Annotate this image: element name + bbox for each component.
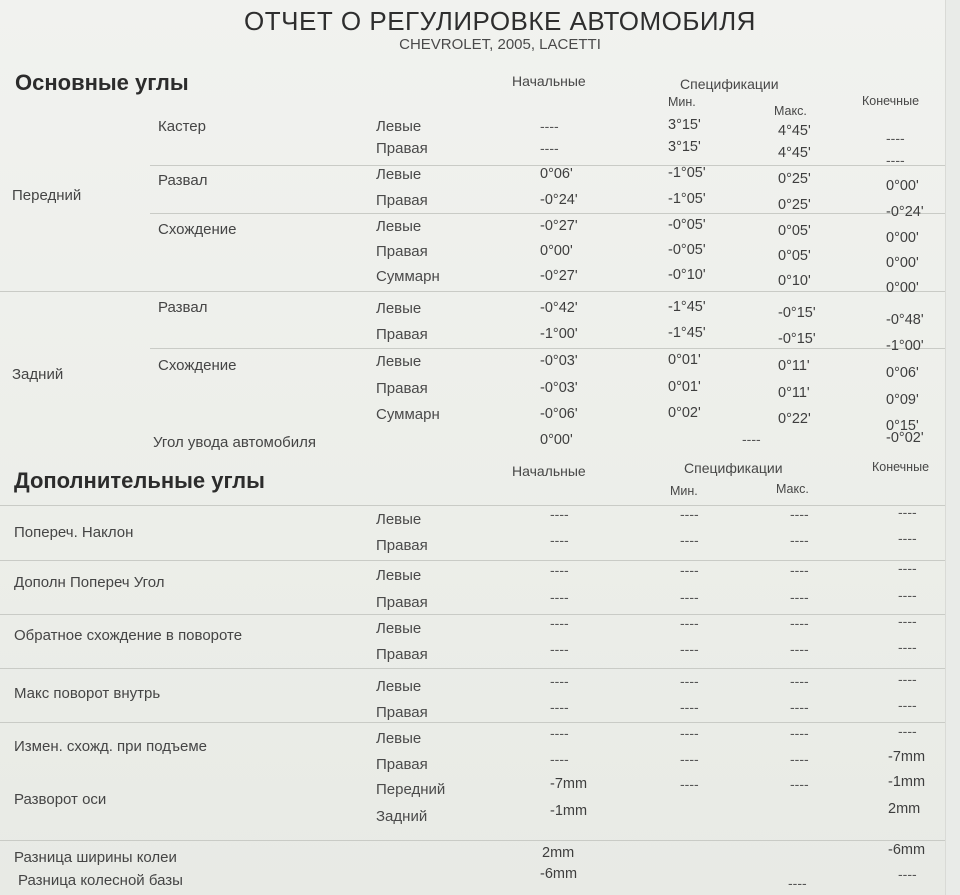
extra-row-max: ---- <box>790 673 809 689</box>
extra-row-side: Правая <box>376 704 428 721</box>
front-camber-label: Развал <box>158 172 208 189</box>
extra-col-initial-header: Начальные <box>512 463 586 479</box>
extra-row-max: ---- <box>790 641 809 657</box>
col-final-header: Конечные <box>862 94 920 108</box>
extra-row-min: ---- <box>680 673 699 689</box>
extra-row-max: ---- <box>790 725 809 741</box>
main-row-initial: -0°06' <box>540 406 578 422</box>
col-max-header: Макс. <box>774 104 807 118</box>
extra-row-final: ---- <box>898 587 917 603</box>
main-row-final: ---- <box>886 130 905 146</box>
extra-col-spec-header: Спецификации <box>684 460 783 476</box>
extra-row-final: ---- <box>898 671 917 687</box>
extra-label-kingpin: Попереч. Наклон <box>14 524 134 541</box>
main-row-max: -0°15' <box>778 305 816 321</box>
extra-row-final: ---- <box>898 530 917 546</box>
main-row-max: 0°22' <box>778 411 811 427</box>
main-row-min: 3°15' <box>668 139 701 155</box>
extra-row-min: ---- <box>680 725 699 741</box>
front-axle-label: Передний <box>12 187 82 204</box>
extra-label-track-width: Разница ширины колеи <box>14 849 177 866</box>
extra-label-included: Дополн Попереч Угол <box>14 574 165 591</box>
main-row-min: 3°15' <box>668 117 701 133</box>
main-row-final: ---- <box>886 152 905 168</box>
main-row-min: -1°45' <box>668 325 706 341</box>
extra-row-final: -7mm <box>888 749 926 765</box>
main-row-max: 4°45' <box>778 123 811 139</box>
main-row-side: Правая <box>376 380 428 397</box>
divider <box>150 348 945 349</box>
main-row-side: Левые <box>376 218 422 235</box>
extra-row-initial: ---- <box>550 751 569 767</box>
main-row-initial: -0°27' <box>540 218 578 234</box>
extra-row-min: ---- <box>680 776 699 792</box>
extra-row-initial: ---- <box>550 699 569 715</box>
rear-axle-label: Задний <box>12 366 64 383</box>
divider <box>0 668 945 669</box>
extra-row-final: ---- <box>898 560 917 576</box>
thrust-spec: ---- <box>742 431 761 447</box>
report-title: ОТЧЕТ О РЕГУЛИРОВКЕ АВТОМОБИЛЯ <box>244 6 756 36</box>
wheelbase-final: ---- <box>898 866 917 882</box>
extra-row-initial: ---- <box>550 673 569 689</box>
main-row-initial: 0°06' <box>540 166 573 182</box>
main-row-max: -0°15' <box>778 331 816 347</box>
extra-row-max: ---- <box>790 699 809 715</box>
main-row-final: 0°15' <box>886 418 919 434</box>
extra-row-max: ---- <box>790 562 809 578</box>
main-row-max: 0°05' <box>778 223 811 239</box>
rear-camber-label: Развал <box>158 299 208 316</box>
extra-row-max: ---- <box>790 589 809 605</box>
main-row-final: -0°48' <box>886 312 924 328</box>
wheelbase-initial: -6mm <box>540 866 578 882</box>
extra-row-max: ---- <box>790 615 809 631</box>
divider <box>0 840 945 841</box>
main-row-side: Правая <box>376 243 428 260</box>
extra-row-final: ---- <box>898 613 917 629</box>
main-row-initial: -0°24' <box>540 192 578 208</box>
extra-col-max-header: Макс. <box>776 482 809 496</box>
main-row-side: Суммарн <box>376 406 440 423</box>
extra-row-side: Правая <box>376 646 428 663</box>
extra-label-max-turn: Макс поворот внутрь <box>14 685 161 702</box>
extra-col-min-header: Мин. <box>670 484 698 498</box>
extra-row-side: Правая <box>376 756 428 773</box>
extra-row-final: 2mm <box>888 801 921 817</box>
main-row-min: 0°01' <box>668 352 701 368</box>
main-row-max: 0°05' <box>778 248 811 264</box>
extra-row-final: ---- <box>898 504 917 520</box>
extra-row-min: ---- <box>680 589 699 605</box>
extra-row-initial: ---- <box>550 589 569 605</box>
extra-row-initial: ---- <box>550 641 569 657</box>
main-row-side: Правая <box>376 140 428 157</box>
main-row-side: Суммарн <box>376 268 440 285</box>
main-row-min: -0°05' <box>668 217 706 233</box>
extra-row-side: Правая <box>376 537 428 554</box>
extra-row-max: ---- <box>790 506 809 522</box>
main-row-max: 0°25' <box>778 171 811 187</box>
main-row-max: 0°25' <box>778 197 811 213</box>
extra-row-min: ---- <box>680 751 699 767</box>
main-row-initial: -0°42' <box>540 300 578 316</box>
extra-row-min: ---- <box>680 506 699 522</box>
extra-label-bump-steer: Измен. схожд. при подъеме <box>14 738 208 755</box>
main-row-final: 0°00' <box>886 255 919 271</box>
extra-row-initial: ---- <box>550 562 569 578</box>
main-row-side: Левые <box>376 300 422 317</box>
main-row-initial: -0°03' <box>540 380 578 396</box>
caster-label: Кастер <box>158 118 206 135</box>
extra-row-min: ---- <box>680 641 699 657</box>
main-row-initial: -0°03' <box>540 353 578 369</box>
extra-angles-title: Дополнительные углы <box>14 468 265 493</box>
vehicle-subtitle: CHEVROLET, 2005, LACETTI <box>399 36 601 53</box>
main-row-min: -1°45' <box>668 299 706 315</box>
main-row-min: -0°05' <box>668 242 706 258</box>
main-row-min: -1°05' <box>668 165 706 181</box>
main-row-side: Правая <box>376 326 428 343</box>
rear-toe-label: Схождение <box>158 357 237 374</box>
extra-row-final: ---- <box>898 697 917 713</box>
extra-row-final: ---- <box>898 639 917 655</box>
main-row-min: 0°01' <box>668 379 701 395</box>
main-row-side: Левые <box>376 118 422 135</box>
extra-row-side: Передний <box>376 781 446 798</box>
extra-row-max: ---- <box>790 532 809 548</box>
main-angles-title: Основные углы <box>15 70 189 95</box>
extra-row-initial: ---- <box>550 506 569 522</box>
main-row-final: -1°00' <box>886 338 924 354</box>
extra-row-side: Левые <box>376 678 422 695</box>
main-row-side: Левые <box>376 353 422 370</box>
main-row-final: 0°00' <box>886 280 919 296</box>
main-row-final: 0°09' <box>886 392 919 408</box>
front-toe-label: Схождение <box>158 221 237 238</box>
extra-row-min: ---- <box>680 699 699 715</box>
thrust-initial: 0°00' <box>540 432 573 448</box>
divider <box>0 560 945 561</box>
extra-row-final: -1mm <box>888 774 926 790</box>
main-row-min: -1°05' <box>668 191 706 207</box>
divider <box>150 213 945 214</box>
main-row-side: Левые <box>376 166 422 183</box>
extra-row-side: Задний <box>376 808 428 825</box>
main-row-side: Правая <box>376 192 428 209</box>
col-min-header: Мин. <box>668 95 696 109</box>
extra-row-final: ---- <box>898 723 917 739</box>
extra-row-side: Правая <box>376 594 428 611</box>
main-row-final: 0°00' <box>886 178 919 194</box>
extra-label-toe-out-turns: Обратное схождение в повороте <box>14 627 243 644</box>
col-initial-header: Начальные <box>512 73 586 89</box>
extra-label-setback: Разворот оси <box>14 791 107 808</box>
col-spec-header: Спецификации <box>680 76 779 92</box>
extra-row-initial: ---- <box>550 615 569 631</box>
extra-row-initial: -7mm <box>550 776 588 792</box>
main-row-final: -0°24' <box>886 204 924 220</box>
main-row-final: 0°06' <box>886 365 919 381</box>
main-row-max: 4°45' <box>778 145 811 161</box>
main-row-initial: 0°00' <box>540 243 573 259</box>
main-row-initial: -1°00' <box>540 326 578 342</box>
extra-row-min: ---- <box>680 615 699 631</box>
extra-row-min: ---- <box>680 532 699 548</box>
extra-row-side: Левые <box>376 511 422 528</box>
main-row-max: 0°10' <box>778 273 811 289</box>
divider <box>0 722 945 723</box>
extra-row-initial: ---- <box>550 532 569 548</box>
extra-row-side: Левые <box>376 567 422 584</box>
main-row-max: 0°11' <box>778 358 810 374</box>
extra-row-side: Левые <box>376 620 422 637</box>
main-row-final: 0°00' <box>886 230 919 246</box>
thrust-angle-label: Угол увода автомобиля <box>153 434 317 451</box>
wheelbase-max: ---- <box>788 875 807 891</box>
track-width-initial: 2mm <box>542 845 575 861</box>
main-row-min: -0°10' <box>668 267 706 283</box>
extra-col-final-header: Конечные <box>872 460 930 474</box>
extra-row-initial: -1mm <box>550 803 588 819</box>
extra-row-max: ---- <box>790 776 809 792</box>
track-width-final: -6mm <box>888 842 926 858</box>
divider <box>0 291 945 292</box>
main-row-initial: ---- <box>540 118 559 134</box>
extra-label-wheelbase: Разница колесной базы <box>18 872 183 889</box>
main-row-initial: ---- <box>540 140 559 156</box>
extra-row-initial: ---- <box>550 725 569 741</box>
extra-row-side: Левые <box>376 730 422 747</box>
extra-row-max: ---- <box>790 751 809 767</box>
main-row-initial: -0°27' <box>540 268 578 284</box>
thrust-final: -0°02' <box>886 430 924 446</box>
extra-row-min: ---- <box>680 562 699 578</box>
main-row-max: 0°11' <box>778 385 810 401</box>
main-row-min: 0°02' <box>668 405 701 421</box>
